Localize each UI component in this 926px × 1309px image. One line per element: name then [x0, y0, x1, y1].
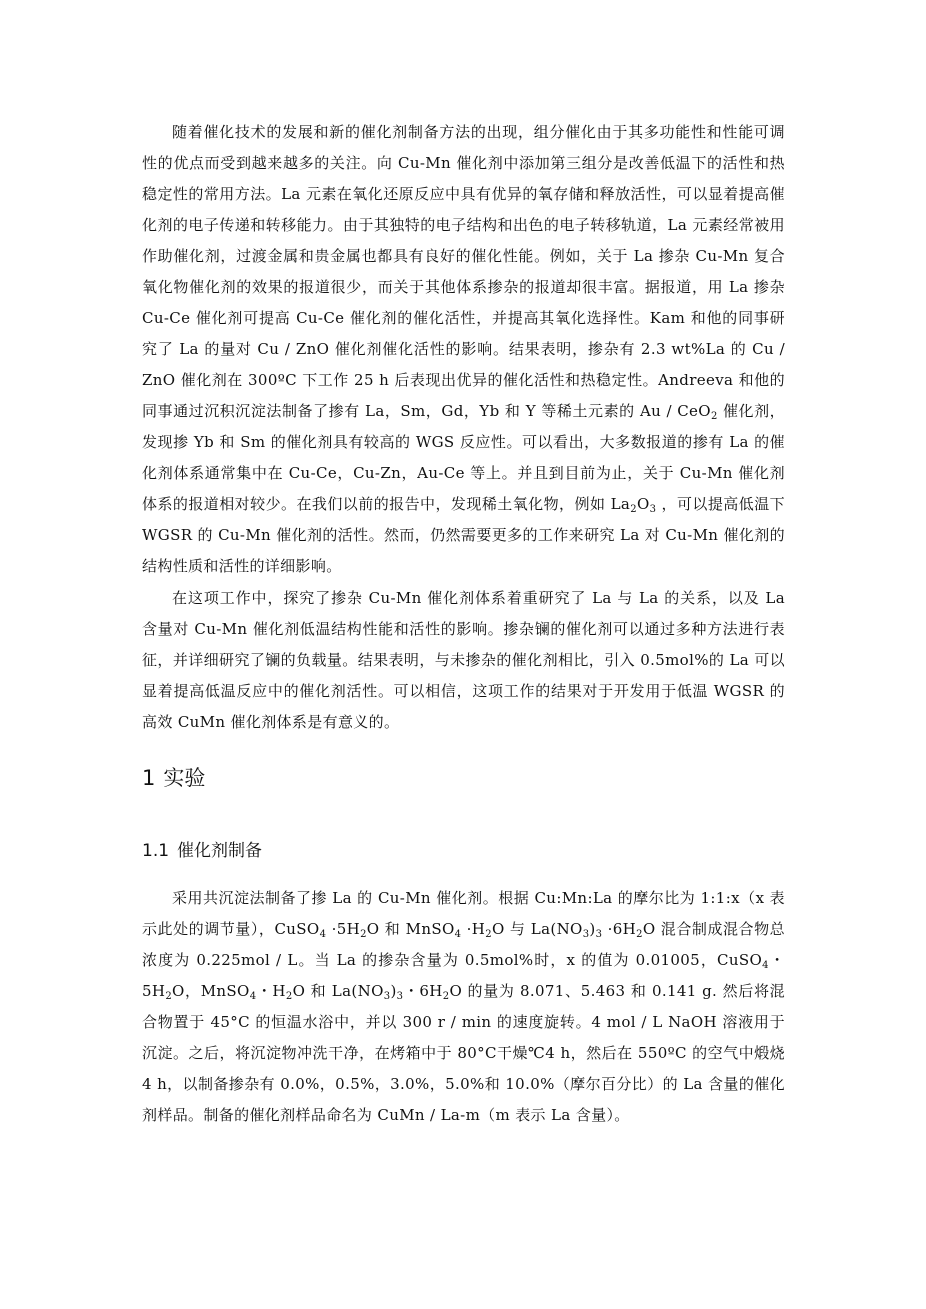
intro-paragraph-2: 在这项工作中，探究了掺杂 Cu-Mn 催化剂体系着重研究了 La 与 La 的关系，以及 La 含量对 Cu-Mn 催化剂低温结构性能和活性的影响。掺杂镧的催化剂可以通过多种方法进行表征，并详细研究了镧的负载量。结果表明，与未掺杂的催化剂相比，引入 0.5mol%的 La 可以显着提高低温反应中的催化剂活性。可以相信，这项工作的结果对于开发用于低温 WGSR 的高效 CuMn 催化剂体系是有意义的。 — [142, 589, 785, 731]
subsection-heading-catalyst-preparation: 1.1 催化剂制备 — [142, 841, 263, 861]
section-heading-experiment: 1 实验 — [142, 766, 206, 790]
intro-paragraph-1: 随着催化技术的发展和新的催化剂制备方法的出现，组分催化由于其多功能性和性能可调性的优点而受到越来越多的关注。向 Cu-Mn 催化剂中添加第三组分是改善低温下的活性和热稳定性的常用方法。La 元素在氧化还原反应中具有优异的氧存储和释放活性，可以显着提高催化剂的电子传递和转移能力。由于其独特的电子结构和出色的电子转移轨道，La 元素经常被用作助催化剂，过渡金属和贵金属也都具有良好的催化性能。例如，关于 La 掺杂 Cu-Mn 复合氧化物催化剂的效果的报道很少，而关于其他体系掺杂的报道却很丰富。据报道，用 La 掺杂 Cu-Ce 催化剂可提高 Cu-Ce 催化剂的催化活性，并提高其氧化选择性。Kam 和他的同事研究了 La 的量对 Cu / ZnO 催化剂催化活性的影响。结果表明，掺杂有 2.3 wt%La 的 Cu / ZnO 催化剂在 300ºC 下工作 25 h 后表现出优异的催化活性和热稳定性。Andreeva 和他的同事通过沉积沉淀法制备了掺有 La，Sm，Gd，Yb 和 Y 等稀土元素的 Au / CeO$_2$ 催化剂，发现掺 Yb 和 Sm 的催化剂具有较高的 WGS 反应性。可以看出，大多数报道的掺有 La 的催化剂体系通常集中在 Cu-Ce，Cu-Zn，Au-Ce 等上。并且到目前为止，关于 Cu-Mn 催化剂体系的报道相对较少。在我们以前的报告中，发现稀土氧化物，例如 $La_2O_3$ ，可以提高低温下 WGSR 的 Cu-Mn 催化剂的活性。然而，仍然需要更多的工作来研究 La 对 Cu-Mn 催化剂的结构性质和活性的详细影响。 — [142, 123, 786, 575]
preparation-paragraph: 采用共沉淀法制备了掺 La 的 Cu-Mn 催化剂。根据 Cu:Mn:La 的摩尔比为 1:1:x（x 表示此处的调节量），CuSO$_4$ $\cdot 5H_2O$ 和 MnSO$_4$ $\cdot H_2O$ 与 $La(NO_3)_3 \cdot 6H_2O$ 混合制成混合物总浓度为 0.225mol / L。当 La 的掺杂含量为 0.5mol%时，x 的值为 0.01005，CuSO$_4$・$5H_2O$，MnSO$_4$・$H_2O$ 和 $La(NO_3)_3$・$6H_2O$ 的量为 8.071、5.463 和 0.141 g. 然后将混合物置于 45°C 的恒温水浴中，并以 300 r / min 的速度旋转。4 mol / L NaOH 溶液用于沉淀。之后，将沉淀物冲洗干净，在烤箱中于 80°C干燥℃4 h，然后在 550ºC 的空气中煅烧 4 h，以制备掺杂有 0.0%，0.5%，3.0%，5.0%和 10.0%（摩尔百分比）的 La 含量的催化剂样品。制备的催化剂样品命名为 CuMn / La-m（m 表示 La 含量）。 — [142, 889, 786, 1124]
